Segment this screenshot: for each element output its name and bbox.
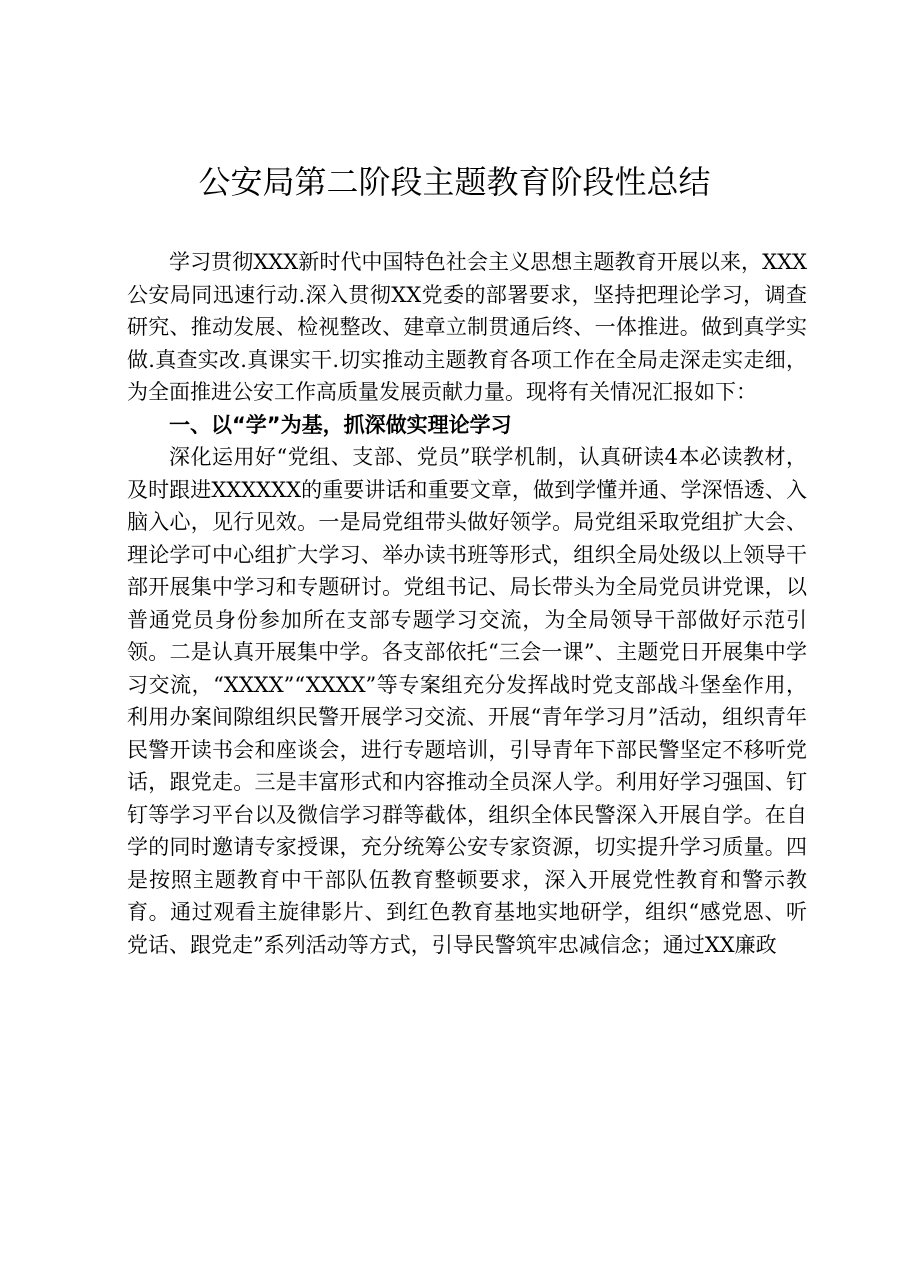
section-1-paragraph: 深化运用好“党组、支部、党员”联学机制，认真研读4本必读教材，及时跟进XXXXXX的重要讲话和重要文章，做到学懂并通、学深悟透、入脑入心，见行见效。一是局党组带头做好领学。局党组采取党组扩大会、理论学可中心组扩大学习、举办读书班等形式，组织全局处级以上领导干部开展集中学习和专题研讨。党组书记、局长带头为全局党员讲党课，以普通党员身份参加所在支部专题学习交流，为全局领导干部做好示范引领。二是认真开展集中学。各支部依托“三会一课”、主题党日开展集中学习交流，“XXXX”“XXXX”等专案组充分发挥战时党支部战斗堡垒作用，利用办案间隙组织民警开展学习交流、开展“青年学习月”活动，组织青年民警开读书会和座谈会，进行专题培训，引导青年下部民警坚定不移听党话，跟党走。三是丰富形式和内容推动全员深人学。利用好学习强国、钉钉等学习平台以及微信学习群等截体，组织全体民警深入开展自学。在自学的同时邀请专家授课，充分统筹公安专家资源，切实提升学习质量。四是按照主题教育中干部队伍教育整顿要求，深入开展党性教育和警示教育。通过观看主旋律影片、到红色教育基地实地研学，组织“感党恩、听党话、跟党走”系列活动等方式，引导民警筑牢忠减信念；通过XX廉政 — [127, 445, 807, 957]
intro-paragraph: 学习贯彻XXX新时代中国特色社会主义思想主题教育开展以来，XXX公安局同迅速行动.深入贯彻XX党委的部署要求，坚持把理论学习，调查研究、推动发展、检视整改、建章立制贯通后终、一体推进。做到真学实做.真查实改.真课实干.切实推动主题教育各项工作在全局走深走实走细，为全面推进公安工作高质量发展贡献力量。现将有关情况汇报如下： — [127, 250, 807, 404]
document-body — [127, 246, 807, 961]
document-title: 公安局第二阶段主题教育阶段性总结 — [198, 163, 711, 201]
section-heading-1: 一、以“学”为基，抓深做实理论学习 — [169, 412, 512, 437]
